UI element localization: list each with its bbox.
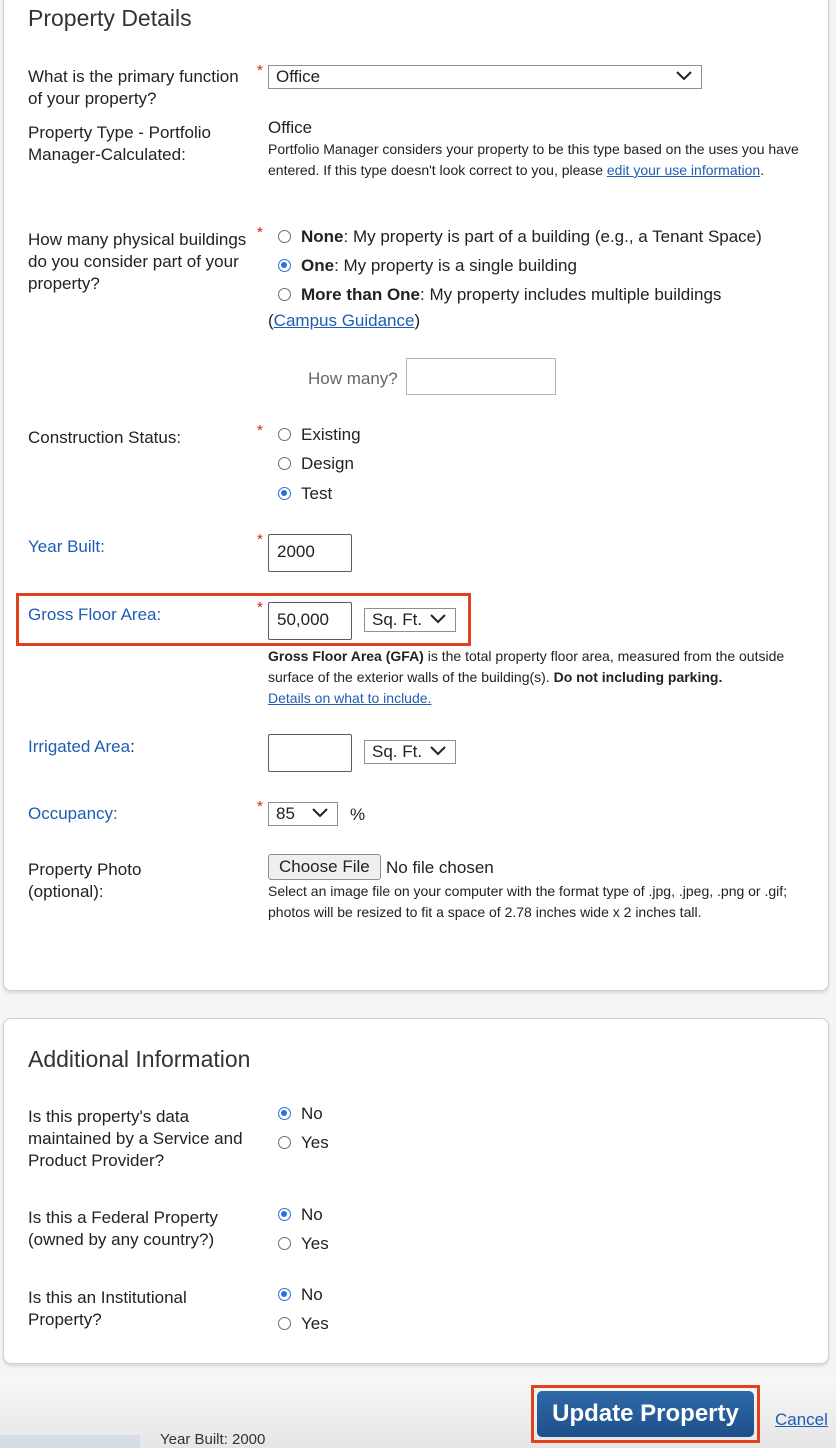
cancel-link[interactable]: Cancel (775, 1410, 828, 1429)
primary-function-label: What is the primary function of your property? (28, 67, 239, 108)
file-status: No file chosen (386, 858, 494, 877)
property-type-description: Portfolio Manager considers your property to be this type based on the uses you have entered. If this type doesn't look correct to you, please edit your use information. (268, 141, 799, 178)
radio-more-than-one[interactable] (278, 288, 291, 301)
buildings-label: How many physical buildings do you consider part of your property? (28, 230, 247, 293)
how-many-label: How many? (308, 369, 398, 388)
update-property-button[interactable]: Update Property (537, 1391, 754, 1437)
property-details-panel (3, 0, 829, 991)
year-built-input[interactable]: 2000 (268, 534, 352, 572)
primary-function-value: Office (276, 67, 321, 86)
gfa-unit-select[interactable] (364, 608, 456, 632)
radio-design[interactable] (278, 457, 291, 470)
option-no: No (301, 1205, 323, 1224)
required-marker: * (257, 798, 263, 815)
radio-test[interactable] (278, 487, 291, 500)
construction-status-label: Construction Status: (28, 428, 182, 447)
irrigated-area-label: Irrigated Area: (28, 737, 135, 756)
option-design: Design (301, 454, 354, 473)
chevron-down-icon (675, 70, 693, 82)
federal-property-question: Is this a Federal Property (owned by any country?) (28, 1208, 218, 1249)
additional-information-panel (3, 1018, 829, 1364)
property-photo-label: Property Photo (optional): (28, 860, 142, 901)
how-many-input[interactable] (406, 358, 556, 395)
year-built-label: Year Built: (28, 537, 105, 556)
radio-institutional-no[interactable] (278, 1288, 291, 1301)
option-yes: Yes (301, 1234, 329, 1253)
option-no: No (301, 1285, 323, 1304)
chevron-down-icon (429, 745, 447, 757)
option-test: Test (301, 484, 333, 503)
occupancy-label: Occupancy: (28, 804, 118, 823)
service-provider-question: Is this property's data maintained by a Service and Product Provider? (28, 1107, 243, 1170)
gfa-input[interactable]: 50,000 (268, 602, 352, 640)
campus-guidance: (Campus Guidance) (268, 311, 421, 330)
choose-file-button[interactable]: Choose File (268, 854, 381, 880)
radio-institutional-yes[interactable] (278, 1317, 291, 1330)
required-marker: * (257, 531, 263, 548)
chevron-down-icon (311, 807, 329, 819)
gfa-details-link[interactable]: Details on what to include. (268, 690, 432, 706)
edit-use-link[interactable]: edit your use information (606, 162, 761, 178)
option-no: No (301, 1104, 323, 1123)
section-title: Property Details (28, 5, 192, 31)
irrigated-area-input[interactable] (268, 734, 352, 772)
required-marker: * (257, 62, 263, 79)
option-yes: Yes (301, 1133, 329, 1152)
option-yes: Yes (301, 1314, 329, 1333)
chevron-down-icon (429, 613, 447, 625)
irrigated-unit-select[interactable] (364, 740, 456, 764)
required-marker: * (257, 599, 263, 616)
campus-guidance-link[interactable]: Campus Guidance (273, 311, 415, 330)
property-type-label: Property Type - Portfolio Manager-Calculated: (28, 123, 211, 164)
section-title: Additional Information (28, 1046, 251, 1072)
option-one: One: My property is a single building (301, 256, 577, 275)
institutional-property-question: Is this an Institutional Property? (28, 1288, 187, 1329)
gfa-label: Gross Floor Area: (28, 605, 162, 624)
radio-existing[interactable] (278, 428, 291, 441)
radio-federal-yes[interactable] (278, 1237, 291, 1250)
irrigated-unit-value: Sq. Ft. (372, 742, 423, 761)
background-peek (0, 1435, 140, 1448)
radio-none[interactable] (278, 230, 291, 243)
background-peek-text: Year Built: 2000 (160, 1431, 266, 1448)
property-type-value: Office (268, 118, 313, 137)
required-marker: * (257, 422, 263, 439)
option-more-than-one: More than One: My property includes multiple buildings (301, 285, 722, 304)
primary-function-select[interactable] (268, 65, 702, 89)
option-existing: Existing (301, 425, 361, 444)
gfa-unit-value: Sq. Ft. (372, 610, 423, 629)
option-none: None: My property is part of a building (e.g., a Tenant Space) (301, 227, 762, 246)
radio-one[interactable] (278, 259, 291, 272)
gfa-description: Gross Floor Area (GFA) is the total property floor area, measured from the outside surface of the exterior walls of the building(s). Do not including parking. Details on what to include. (268, 648, 785, 706)
required-marker: * (257, 224, 263, 241)
occupancy-select[interactable] (268, 802, 338, 826)
photo-hint: Select an image file on your computer with the format type of .jpg, .jpeg, .png or .gif; photos will be resized to fit a space of 2.78 inches wide x 2 inches tall. (268, 883, 788, 920)
occupancy-value: 85 (276, 804, 295, 823)
percent-sign: % (350, 805, 366, 824)
radio-federal-no[interactable] (278, 1208, 291, 1221)
radio-service-yes[interactable] (278, 1136, 291, 1149)
radio-service-no[interactable] (278, 1107, 291, 1120)
